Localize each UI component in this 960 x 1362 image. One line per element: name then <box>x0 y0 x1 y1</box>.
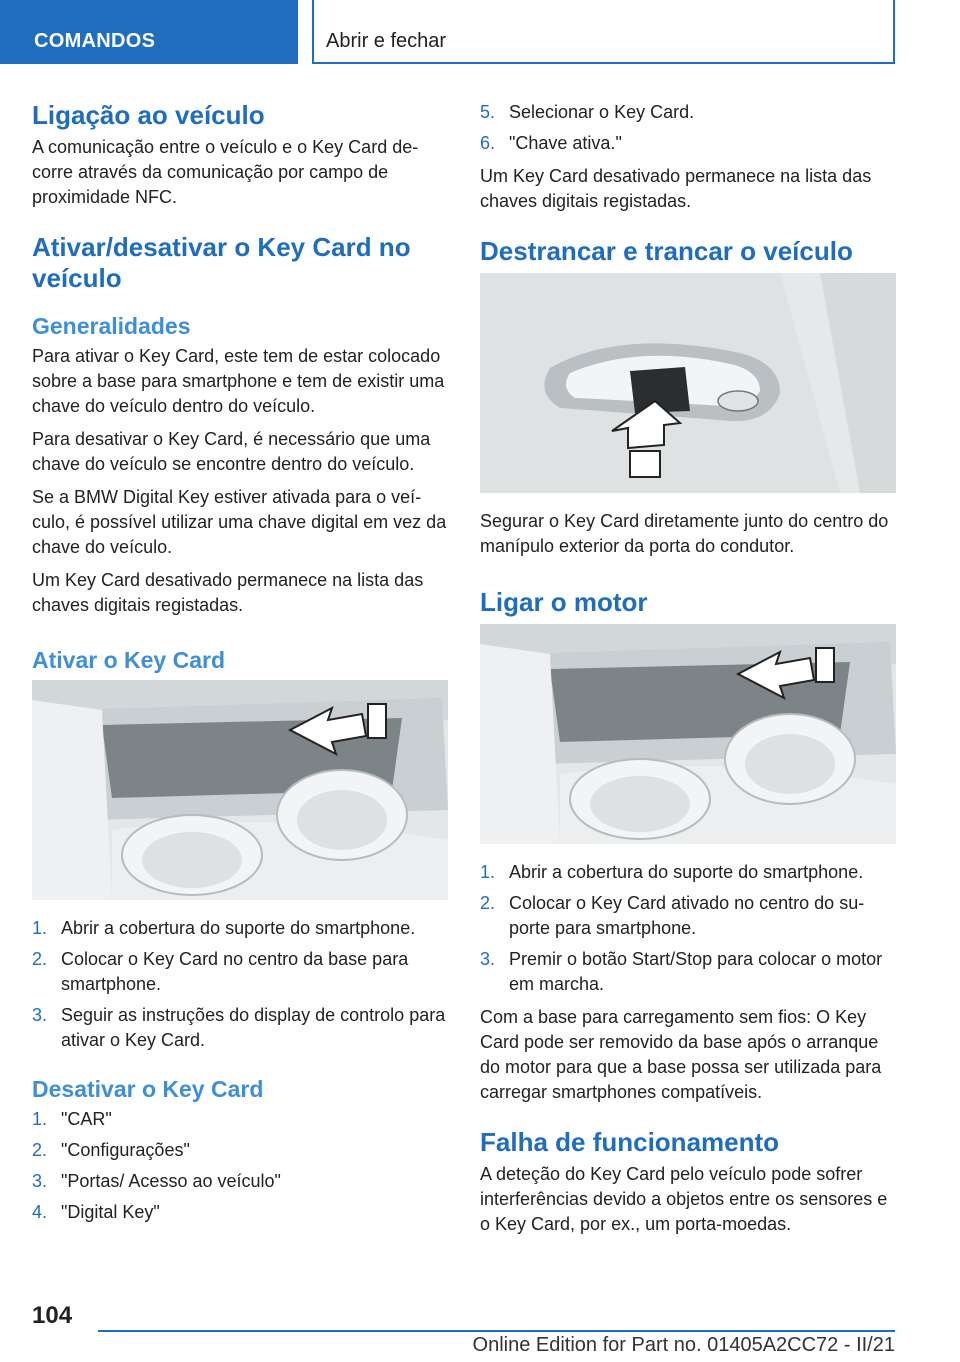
list-item <box>480 100 896 125</box>
list-item <box>480 860 896 885</box>
step-number: 6. <box>480 133 496 153</box>
figure-phone-tray-engine <box>480 624 896 844</box>
step-text: Colocar o Key Card ativado no centro do suporte para smartphone. <box>509 893 865 938</box>
step-number: 1. <box>32 1109 48 1129</box>
footer-divider <box>98 1330 895 1332</box>
heading-connection: Ligação ao veículo <box>32 100 265 130</box>
paragraph-malfunction: A deteção do Key Card pelo veículo pode sofrer interferências devido a objetos entre os sensores e o Key Card, por ex., um porta-moedas. <box>480 1164 888 1234</box>
door-handle-illustration <box>480 273 896 493</box>
heading-start-engine: Ligar o motor <box>480 587 648 617</box>
list-item <box>480 131 896 156</box>
step-text: "Portas/ Acesso ao veículo" <box>61 1171 281 1191</box>
step-text: "Digital Key" <box>61 1202 160 1222</box>
paragraph-deactivated: Um Key Card desativado permanece na lista das chaves digitais registadas. <box>480 166 872 211</box>
heading-activate-deactivate: Ativar/desativar o Key Card no veículo <box>32 232 411 293</box>
deactivate-steps-continued <box>480 100 896 156</box>
paragraph-general-4: Um Key Card desativado permanece na lista das chaves digitais registadas. <box>32 570 424 615</box>
step-text: "Chave ativa." <box>509 133 622 153</box>
list-item <box>32 1003 448 1053</box>
step-text: Selecionar o Key Card. <box>509 102 695 122</box>
step-text: "Configurações" <box>61 1140 190 1160</box>
step-number: 5. <box>480 102 496 122</box>
list-item <box>480 891 896 941</box>
footer-edition <box>0 1334 895 1357</box>
list-item <box>32 1200 448 1225</box>
step-text: Seguir as instruções do display de controlo para ativar o Key Card. <box>61 1005 446 1050</box>
figure-phone-tray <box>32 680 448 900</box>
right-column <box>480 100 896 1245</box>
step-number: 3. <box>480 949 496 969</box>
activate-steps-list <box>32 916 448 1053</box>
paragraph-general-2: Para desativar o Key Card, é necessário que uma chave do veículo se encontre dentro do veículo. <box>32 429 431 474</box>
step-text: Abrir a cobertura do suporte do smartphone. <box>61 918 416 938</box>
heading-deactivate-card: Desativar o Key Card <box>32 1076 264 1102</box>
step-text: Abrir a cobertura do suporte do smartphone. <box>509 862 864 882</box>
paragraph-lock: Segurar o Key Card diretamente junto do centro do manípulo exterior da porta do condutor. <box>480 511 889 556</box>
phone-tray-illustration <box>32 680 448 900</box>
step-text: "CAR" <box>61 1109 112 1129</box>
paragraph-general-3: Se a BMW Digital Key estiver ativada para o veículo, é possível utilizar uma chave digital em vez da chave do veículo. <box>32 487 447 557</box>
paragraph-connection: A comunicação entre o veículo e o Key Card decorre através da comunicação por campo de proximidade NFC. <box>32 137 419 207</box>
heading-activate-card: Ativar o Key Card <box>32 647 226 673</box>
heading-general: Generalidades <box>32 313 191 339</box>
left-column <box>32 100 448 1233</box>
list-item <box>32 1138 448 1163</box>
list-item <box>32 1169 448 1194</box>
step-number: 3. <box>32 1005 48 1025</box>
step-number: 3. <box>32 1171 48 1191</box>
page-number: 104 <box>32 1302 73 1329</box>
heading-malfunction: Falha de funcionamento <box>480 1127 780 1157</box>
chapter-tab[interactable] <box>0 0 298 64</box>
deactivate-steps-list <box>32 1107 448 1225</box>
chapter-label: COMANDOS <box>34 30 156 52</box>
list-item <box>32 947 448 997</box>
phone-tray-engine-illustration <box>480 624 896 844</box>
step-number: 1. <box>480 862 496 882</box>
paragraph-general-1: Para ativar o Key Card, este tem de estar colocado sobre a base para smartphone e tem de existir uma chave do veículo dentro do veículo. <box>32 346 445 416</box>
step-number: 2. <box>32 949 48 969</box>
heading-lock-unlock: Destrancar e trancar o veículo <box>480 236 853 266</box>
step-number: 1. <box>32 918 48 938</box>
edition-text: Online Edition for Part no. 01405A2CC72 - II/21 <box>472 1334 895 1356</box>
section-header <box>312 0 895 64</box>
step-number: 4. <box>32 1202 48 1222</box>
list-item <box>32 916 448 941</box>
paragraph-engine: Com a base para carregamento sem fios: O Key Card pode ser removido da base após o arranque do motor para que a base possa ser utilizada para carregar smartphones compatíveis. <box>480 1007 882 1102</box>
list-item <box>32 1107 448 1132</box>
step-number: 2. <box>32 1140 48 1160</box>
step-text: Premir o botão Start/Stop para colocar o motor em marcha. <box>509 949 883 994</box>
list-item <box>480 947 896 997</box>
step-text: Colocar o Key Card no centro da base para smartphone. <box>61 949 409 994</box>
section-title: Abrir e fechar <box>326 30 447 52</box>
figure-door-handle <box>480 273 896 493</box>
engine-steps-list <box>480 860 896 997</box>
step-number: 2. <box>480 893 496 913</box>
